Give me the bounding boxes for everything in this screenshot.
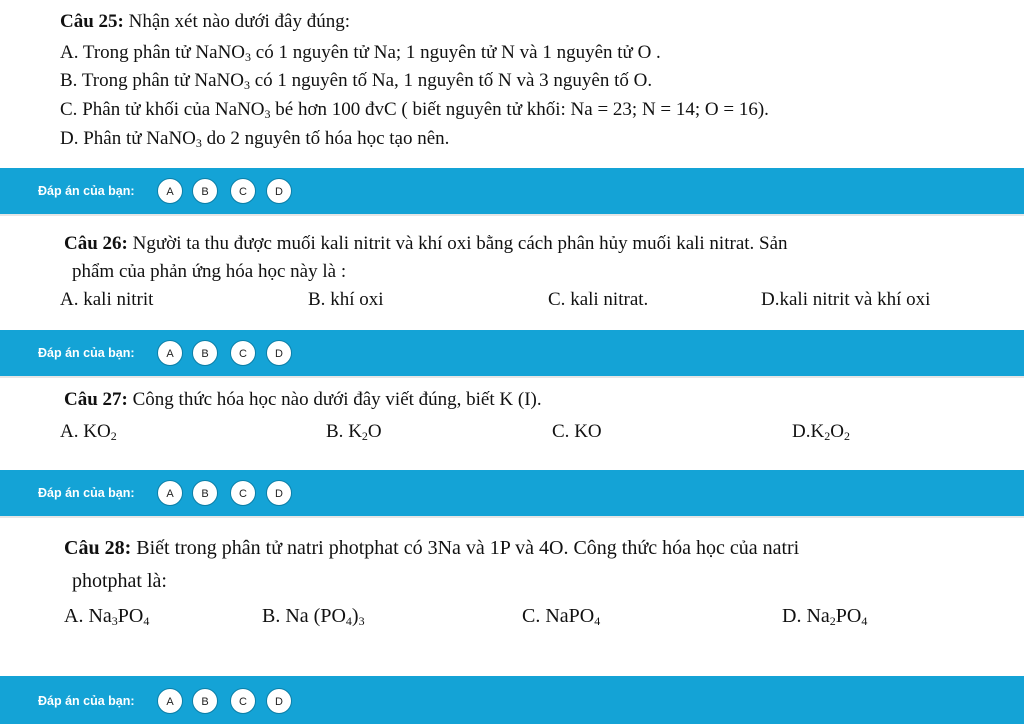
choice-a-button[interactable]: A [157, 480, 183, 506]
option-text: có 1 nguyên tử Na; 1 nguyên tử N và 1 nguyên tử O . [251, 42, 661, 63]
choice-b-button[interactable]: B [192, 178, 218, 204]
formula: $Na_2PO_4$ [806, 605, 868, 628]
option-letter: C. [60, 99, 78, 120]
option-text: bé hơn 100 đvC ( biết nguyên tử khối: Na = 23; N = 14; O = 16). [270, 99, 769, 120]
option-d [60, 129, 449, 148]
option-letter: D. [782, 605, 802, 627]
formula: KO [574, 421, 602, 442]
answer-label: Đáp án của bạn: [38, 486, 135, 500]
question-25-stem [60, 12, 350, 31]
subscript: 3 [264, 107, 271, 121]
question-text: photphat là: [72, 570, 167, 592]
answer-label: Đáp án của bạn: [38, 184, 135, 198]
option-b [308, 290, 384, 309]
question-text: Công thức hóa học nào dưới đây viết đúng, biết K (I). [132, 389, 542, 410]
option-a [60, 422, 117, 441]
option-c [552, 422, 602, 441]
option-letter: A. [60, 289, 79, 310]
question-number: Câu 27: [64, 389, 128, 410]
formula: Na $(PO_4)_3$ [285, 605, 365, 628]
question-28-stem-line2 [72, 571, 167, 591]
formula: NaPO$_4$ [545, 605, 601, 628]
option-d [761, 290, 930, 309]
formula: $KO_2$ [83, 421, 117, 443]
option-text: Trong phân tử NaNO [81, 70, 244, 91]
subscript: 3 [245, 50, 252, 64]
option-text: Phân tử khối của NaNO [82, 99, 265, 120]
option-letter: C. [552, 421, 570, 442]
choice-c-button[interactable]: C [230, 178, 256, 204]
question-text: Người ta thu được muối kali nitrit và khí oxi bằng cách phân hủy muối kali nitrat. Sản [132, 233, 788, 254]
choice-d-button[interactable]: D [266, 480, 292, 506]
question-number: Câu 25: [60, 11, 124, 32]
option-letter: B. [60, 70, 78, 91]
question-27-stem [64, 390, 542, 409]
subscript: 3 [195, 136, 202, 150]
option-letter: B. [262, 605, 281, 627]
option-letter: B. [308, 289, 326, 310]
option-letter: D. [761, 289, 780, 310]
option-text: có 1 nguyên tố Na, 1 nguyên tố N và 3 nguyên tố O. [249, 70, 653, 91]
option-text: kali nitrit và khí oxi [779, 289, 931, 310]
divider [0, 214, 1024, 216]
answer-bar [0, 168, 1024, 214]
option-a [60, 290, 153, 309]
answer-label: Đáp án của bạn: [38, 346, 135, 360]
choice-a-button[interactable]: A [157, 340, 183, 366]
divider [0, 516, 1024, 518]
choice-b-button[interactable]: B [192, 688, 218, 714]
answer-bar [0, 330, 1024, 376]
option-letter: A. [60, 421, 79, 442]
option-text: Phân tử NaNO [83, 128, 196, 149]
option-letter: A. [60, 42, 79, 63]
option-text: khí oxi [330, 289, 384, 310]
choice-a-button[interactable]: A [157, 688, 183, 714]
answer-bar [0, 470, 1024, 516]
answer-label: Đáp án của bạn: [38, 694, 135, 708]
formula: $K_2O_2$ [810, 421, 850, 443]
formula: $K_2O$ [348, 421, 382, 443]
option-letter: C. [548, 289, 566, 310]
option-text: kali nitrit [83, 289, 154, 310]
question-text: Biết trong phân tử natri photphat có 3Na và 1P và 4O. Công thức hóa học của natri [136, 537, 800, 559]
question-number: Câu 28: [64, 537, 132, 559]
option-b [60, 71, 652, 90]
answer-bar [0, 676, 1024, 724]
option-letter: A. [64, 605, 84, 627]
question-26-stem [64, 234, 788, 253]
question-text: phẩm của phản ứng hóa học này là : [72, 261, 347, 282]
option-c [522, 606, 600, 626]
option-b [262, 606, 365, 626]
choice-b-button[interactable]: B [192, 480, 218, 506]
option-b [326, 422, 382, 441]
option-c [60, 100, 769, 119]
question-28-stem [64, 538, 799, 558]
choice-d-button[interactable]: D [266, 340, 292, 366]
choice-b-button[interactable]: B [192, 340, 218, 366]
choice-c-button[interactable]: C [230, 480, 256, 506]
option-letter: C. [522, 605, 541, 627]
choice-a-button[interactable]: A [157, 178, 183, 204]
option-letter: D. [792, 421, 811, 442]
question-number: Câu 26: [64, 233, 128, 254]
option-a [64, 606, 149, 626]
question-26-stem-line2 [72, 262, 346, 281]
divider [0, 376, 1024, 378]
subscript: 3 [243, 78, 250, 92]
option-text: Trong phân tử NaNO [82, 42, 246, 63]
option-a [60, 43, 661, 62]
choice-c-button[interactable]: C [230, 688, 256, 714]
option-d [792, 422, 850, 441]
choice-d-button[interactable]: D [266, 688, 292, 714]
option-d [782, 606, 867, 626]
option-letter: B. [326, 421, 344, 442]
option-text: kali nitrat. [570, 289, 649, 310]
formula: $Na_3PO_4$ [88, 605, 150, 628]
choice-d-button[interactable]: D [266, 178, 292, 204]
option-text: do 2 nguyên tố hóa học tạo nên. [201, 128, 450, 149]
question-text: Nhận xét nào dưới đây đúng: [128, 11, 351, 32]
option-c [548, 290, 648, 309]
option-letter: D. [60, 128, 79, 149]
choice-c-button[interactable]: C [230, 340, 256, 366]
